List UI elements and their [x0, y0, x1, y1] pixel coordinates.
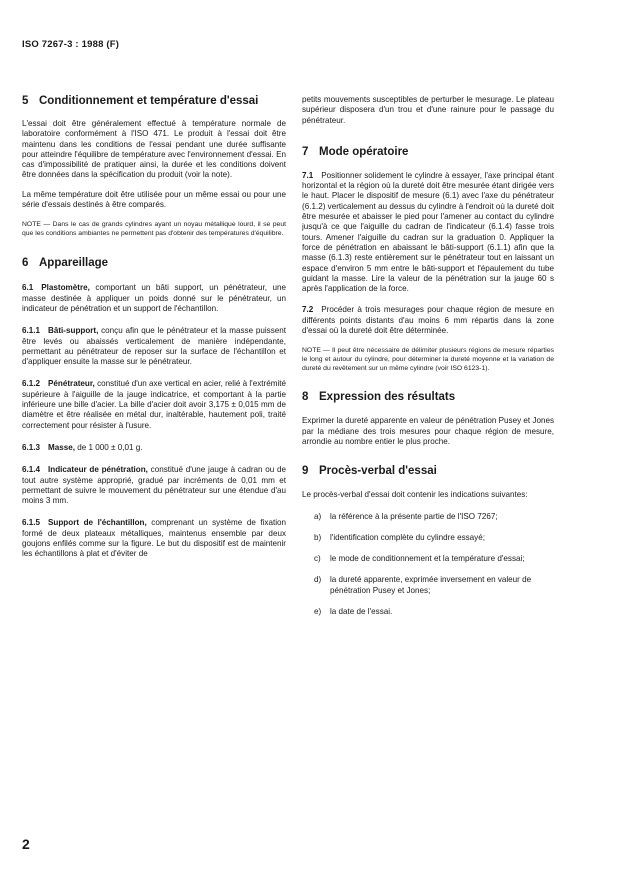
section-number: 8 [302, 391, 309, 404]
list-label: a) [314, 511, 322, 521]
clause-text: Positionner solidement le cylindre à essayer, l'axe principal étant horizontal et la région où la dureté doit être mesurée étant dirigée vers le haut. Placer le dispositif de mesure (6.1) avec l'axe du pénétrateur (6.1.2) verticalement au dessus du cylindre à l'endroit où la dureté doit être mesurée et abaisser le pied pour l'amener au contact du cylindre jusqu'à ce que l'aiguille du cadran de l'indicateur (6.1.4) fasse trois tours. Amener l'aiguille du cadran sur la graduation 0. Appliquer la force de pénétration en abaissant le bâti-support (6.1.1) afin que la masse (6.1.3) reste entièrement sur le pénétrateur tout en laissant un espace d'environ 5 mm entre le bâti-support et l'épaulement du tube guidant la masse. Lire la valeur de la pénétration sur la jauge 60 s après l'application de la force. [302, 170, 554, 294]
clause-7-2 [302, 305, 554, 336]
list-label: d) [314, 575, 322, 585]
clause-text: constitué d'un axe vertical en acier, relié à l'extrémité supérieure à l'aiguille de la jauge indicatrice, et comportant à la partie inférieure une bille d'acier. La bille d'acier doit avoir 3,175 ± 0,015 mm de diamètre et être réalisée en métal dur, inaltérable, hautement poli, traité correctement pour résister à l'usure. [22, 379, 286, 430]
clause-number: 7.2 [302, 305, 314, 315]
clause-term: Masse, [48, 442, 76, 452]
clause-term: Indicateur de pénétration, [48, 465, 148, 475]
clause-6-1-5 [22, 518, 286, 559]
section-title: Conditionnement et température d'essai [39, 95, 259, 107]
section-title: Mode opératoire [319, 145, 409, 158]
section-number: 6 [22, 257, 29, 270]
clause-text: constitué d'une jauge à cadran ou de tout autre système approprié, gradué par incréments de 0,01 mm et permettant de suivre le mouvement du pénétrateur sur une étendue d'au moins 3 mm. [22, 465, 286, 506]
list-text: la référence à la présente partie de l'ISO 7267; [330, 511, 498, 521]
section-number: 5 [22, 95, 29, 107]
section-7-note: NOTE — Il peut être nécessaire de délimiter plusieurs régions de mesure réparties le long et autour du cylindre, pour déterminer la dureté moyenne et la variation de dureté du revêtement sur un même cylindre (voir ISO 6123-1). [302, 347, 554, 373]
clause-number: 6.1.2 [22, 379, 41, 389]
clause-text: comprenant un système de fixation formé de deux plateaux métalliques, maintenus ensemble par deux goujons enfilés comme sur la figure. Le but du dispositif est de maintenir les échantillons à plat et d'éviter de [22, 518, 287, 559]
clause-number: 6.1.4 [22, 465, 41, 475]
section-number: 7 [302, 145, 309, 158]
list-item [314, 533, 554, 543]
clause-text: comportant un bâti support, un pénétrateur, une masse destinée à appliquer un poids donné sur le pénétrateur, un indicateur de pénétration et un support de l'échantillon. [22, 283, 287, 313]
clause-number: 6.1.3 [22, 442, 41, 452]
left-column [22, 95, 286, 560]
clause-text: Procéder à trois mesurages pour chaque région de mesure en différents points distants d'au moins 6 mm répartis dans la zone d'essai où la dureté doit être déterminée. [302, 305, 554, 336]
section-6-heading [22, 257, 286, 269]
section-number: 9 [302, 465, 309, 478]
list-item [314, 575, 554, 596]
clause-number: 6.1.1 [22, 326, 41, 336]
section-9-heading [302, 465, 554, 477]
clause-7-1 [302, 171, 554, 295]
list-item [314, 554, 554, 564]
section-8-heading [302, 391, 554, 403]
clause-term: Pénétrateur, [48, 379, 95, 389]
page-number: 2 [22, 836, 30, 852]
clause-term: Support de l'échantillon, [48, 518, 147, 528]
section-5-heading [22, 95, 286, 107]
section-title: Procès-verbal d'essai [319, 465, 437, 478]
clause-number: 6.1.5 [22, 518, 41, 528]
clause-6-1-1 [22, 326, 286, 367]
clause-number: 6.1 [22, 283, 34, 293]
list-label: c) [314, 554, 321, 564]
list-text: l'identification complète du cylindre essayé; [330, 532, 485, 542]
section-title: Expression des résultats [319, 391, 456, 404]
clause-6-1 [22, 283, 286, 314]
clause-text: conçu afin que le pénétrateur et la masse puissent être levés ou abaissés verticalement de manière indépendante, permettant au pénétrateur de reposer sur la surface de l'échantillon et d'appliquer ensuite la masse sur le pénétrateur. [22, 326, 286, 367]
list-text: la dureté apparente, exprimée inversement en valeur de pénétration Pusey et Jones; [330, 575, 532, 595]
section-8-paragraph: Exprimer la dureté apparente en valeur de pénétration Pusey et Jones par la médiane des trois mesures pour chaque région de mesure, arrondie au nombre entier le plus proche. [302, 416, 554, 446]
list-item [314, 512, 554, 522]
section-5-paragraph: L'essai doit être généralement effectué à température normale de laboratoire conformément à l'ISO 471. Le produit à l'essai doit être maintenu dans les conditions de l'essai pendant une durée suffisante pour atteindre l'équilibre de température avec l'environnement d'essai. En cas d'impossibilité de pratiquer ainsi, la durée et les conditions doivent être données dans la spécification du produit (voir la note). [22, 119, 286, 180]
clause-term: Plastomètre, [41, 283, 90, 293]
clause-6-1-5-continued: petits mouvements susceptibles de perturber le mesurage. Le plateau supérieur disposera d'un trou et d'une rainure pour le passage du pénétrateur. [302, 95, 554, 125]
section-5-note: NOTE — Dans le cas de grands cylindres ayant un noyau métallique lourd, il se peut que les conditions ambiantes ne permettent pas d'obtenir des températures d'équilibre. [22, 221, 286, 238]
clause-6-1-2 [22, 379, 286, 430]
right-column [302, 95, 554, 617]
list-text: le mode de conditionnement et la température d'essai; [330, 554, 525, 564]
clause-term: Bâti-support, [48, 326, 99, 336]
list-label: b) [314, 532, 322, 542]
clause-6-1-4 [22, 465, 286, 506]
section-7-heading [302, 146, 554, 158]
clause-text: de 1 000 ± 0,01 g. [77, 442, 143, 452]
clause-number: 7.1 [302, 170, 314, 180]
list-label: e) [314, 607, 322, 617]
page-header: ISO 7267-3 : 1988 (F) [22, 39, 120, 50]
list-item [314, 607, 554, 617]
section-9-intro: Le procès-verbal d'essai doit contenir les indications suivantes: [302, 490, 528, 500]
list-text: la date de l'essai. [330, 607, 393, 617]
section-5-paragraph: La même température doit être utilisée pour un même essai ou pour une série d'essais destinés à être comparés. [22, 189, 286, 210]
clause-6-1-3 [22, 443, 286, 453]
section-title: Appareillage [39, 257, 109, 270]
